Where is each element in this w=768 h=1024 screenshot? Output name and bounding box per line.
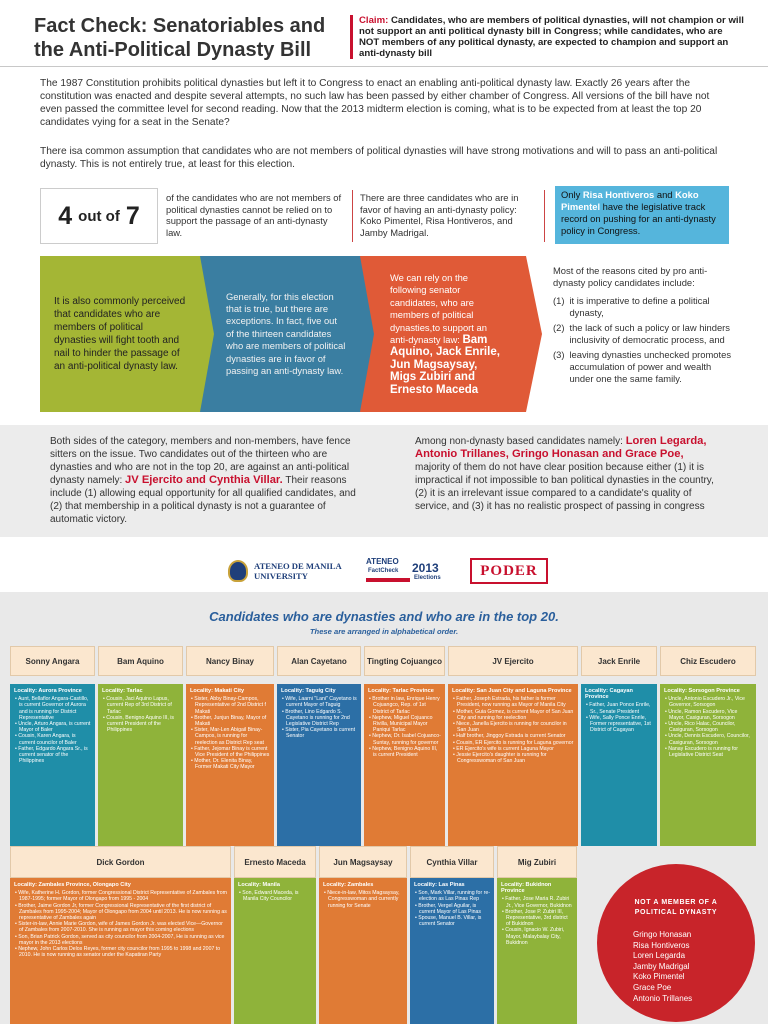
candidate-relatives-card [410, 878, 494, 1024]
stat-divider [352, 190, 353, 242]
fence-sitters-section [0, 425, 768, 537]
relative-entry: • Uncle, Rico Halac, Councilor, Casiguran, Sorsogon [665, 721, 736, 734]
non-dynasty-candidate: Grace Poe [633, 982, 672, 992]
poder-logo: PODER [470, 558, 548, 584]
band-arrow-2 [360, 256, 374, 412]
koko-pimentel-name: Koko Pimentel [561, 189, 699, 212]
candidate-name-tab: Nancy Binay [186, 646, 274, 676]
candidate-name-tab: Jack Enrile [581, 646, 657, 676]
relative-entry: • Wife, Sally Ponce Enrile, Former representative, 1st District of Cagayan [586, 714, 651, 734]
relative-entry: • Brother, Lino Edgardo S. Cayetano is running for 2nd Legislative District Rep [282, 708, 350, 728]
candidate-locality: Locality: Cagayan Province [585, 688, 633, 701]
relative-entry: • Niece-in-law, Mitos Magsaysay, Congresswoman and currently running for Senate [324, 890, 400, 909]
fence-left-text: Both sides of the category, members and non-members, have fence sitters on the issue. Two candidates out of the thirteen who are dynasties and who are not in the top 20, are against an anti-political dynasty namely: JV Ejercito and Cynthia Villar. Their reasons include (1) allowing equal opportunity for all qualified candidates, and (2) that membership in a political dynasty is not a guarantee of automatic victory. [50, 436, 356, 525]
candidate-name-tab: Alan Cayetano [277, 646, 361, 676]
intro-paragraph-1: The 1987 Constitution prohibits political dynasties but left it to Congress to enact an enabling anti-political dynasty law. Exactly 26 years after the constitution was enacted and despite several attempts, no such law has been passed by either chamber of Congress. All versions of the bill have not even passed the committee level for second reading. Now that the 2013 midterm election is coming, what is to be expected from at least the top 20 candidates vying for a seat in the Senate? [40, 78, 710, 128]
reasons-list [553, 265, 735, 385]
factcheck-flag-icon [366, 578, 410, 582]
relative-entry: • ER Ejercito's wife is current Laguna Mayor [453, 745, 554, 752]
relative-entry: • Uncle, Ramon Escudero, Vice Mayor, Casiguran, Sorsogon [665, 708, 738, 721]
candidate-relatives-card [581, 684, 657, 846]
reason-item: (1) it is imperative to define a political dynasty, [553, 295, 710, 318]
relative-entry: • Mother, Dr. Elenita Binay, Former Makati City Mayor [191, 758, 255, 771]
relative-entry: • Sister, Pia Cayetano is current Senator [282, 727, 356, 740]
reliable-candidate-names: Bam Aquino, Jack Enrile, Jun Magsaysay, Migs Zubiri and Ernesto Maceda [390, 334, 500, 396]
non-dynasty-candidate: Loren Legarda [633, 951, 686, 961]
relative-entry: • Uncle, Arturo Angara, is current Mayor of Baler [15, 721, 91, 734]
relative-entry: • Sister, Mar-Len Abigail Binay-Campos, is running for reelection as District Rep seat [191, 727, 264, 746]
candidate-locality: Locality: Tarlac Province [368, 688, 434, 694]
intro-paragraph-2: There isa common assumption that candidates who are not members of political dynasties will have strong motivations and will to pass an anti-political dynasty. This is not entirely true, at least for this election. [40, 146, 718, 170]
four-out-of-seven-stat [40, 188, 158, 244]
reason-item: (3) leaving dynasties unchecked promotes accumulation of power and wealth under one the same family. [553, 349, 732, 384]
non-dynasty-title: NOT A MEMBER OF A POLITICAL DYNASTY [634, 899, 718, 916]
candidate-relatives-card [277, 684, 361, 846]
candidate-relatives-card [660, 684, 756, 846]
candidate-name-tab: JV Ejercito [448, 646, 578, 676]
three-candidates-text: There are three candidates who are in favor of having an anti-dynasty policy: Koko Pimentel, Risa Hontiveros, and Jamby Madrigal. [360, 192, 519, 238]
relative-entry: • Cousin, Ignacio W. Zubiri, Mayor, Malaybalay City, Bukidnon [502, 927, 565, 946]
relative-entry: • Father, Jose Maria R. Zubiri Jr., Vice Governor, Bukidnon [502, 896, 572, 909]
claim-box [350, 15, 745, 59]
header-divider [0, 66, 768, 67]
non-dynasty-candidate: Gringo Honasan [633, 930, 692, 939]
candidate-name-tab: Cynthia Villar [410, 846, 494, 878]
fence-right-text: Among non-dynasty based candidates namely: Loren Legarda, Antonio Trillanes, Gringo Honasan and Grace Poe, majority of them do not have clear position because either (1) it is impractical if not impossible to ban political dynasties in the country,(2) it is an irrelevant issue compared to a candidate's quality of service, and (3) it has no realistic prospect of passing in congress [415, 435, 714, 512]
relative-entry: • Father, Joseph Estrada, his father is former President, now running as Mayor of Manila City [453, 696, 566, 709]
candidate-locality: Locality: Aurora Province [14, 688, 82, 694]
relative-entry: • Aunt, Bellaflor Angara-Castillo, is current Governor of Aurora and is running for District Representative [15, 696, 89, 721]
claim-text: Candidates, who are members of political dynasties, will not champion or will not support an anti political dynasty bill in Congress; while candidates, who are NOT members of any political dynasty, are expected to champion and support an anti-dynasty bill [359, 15, 744, 59]
candidate-name-tab: Dick Gordon [10, 846, 231, 878]
stat-description: of the candidates who are not members of political dynasties cannot be relied on to support the passage of an anti-dynasty law. [166, 192, 342, 238]
candidate-relatives-card [186, 684, 274, 846]
candidate-locality: Locality: Zambales [323, 882, 374, 888]
non-dynasty-circle [597, 864, 755, 1022]
relative-entry: • Cousin, Karen Angara, is current councilor of Baler [15, 733, 77, 746]
relative-entry: • Brother, Jose P. Zubiri III, Representative, 3rd district of Bukidnon [502, 908, 568, 928]
logo-strip [0, 548, 768, 592]
exceptions-band: Generally, for this election that is true, but there are exceptions. In fact, five out of the thirteen candidates who are members of political dynasties are in favor of passing an anti-dynasty law. [200, 256, 360, 412]
relative-entry: • Wife, Laarni "Lani" Cayetano is current Mayor of Taguig [282, 696, 357, 709]
relative-entry: • Uncle, Antonio Escudero Jr., Vice Governor, Sorsogon [665, 696, 745, 709]
stat-denominator: 7 [125, 201, 140, 230]
relative-entry: • Son, Brian Patrick Gordon, served as city councilor from 2004-2007, He is running as vice mayor in the 2013 elections [15, 933, 225, 946]
candidate-relatives-card [10, 684, 95, 846]
band-arrow-1 [200, 256, 214, 412]
dynasty-table-subtitle: These are arranged in alphabetical order. [309, 627, 459, 636]
non-dynasty-candidate: Koko Pimentel [633, 972, 685, 982]
candidate-relatives-card [448, 684, 578, 846]
relative-entry: • Niece, Janella Ejercito is running for councilor in San Juan [453, 721, 567, 734]
candidate-locality: Locality: Tarlac [102, 688, 143, 694]
candidate-relatives-card [10, 878, 231, 1024]
candidate-name-tab: Jun Magsaysay [319, 846, 407, 878]
candidate-locality: Locality: Bukidnon Province [501, 882, 552, 895]
candidate-relatives-card [98, 684, 183, 846]
relative-entry: • Brother, Junjun Binay, Mayor of Makati [191, 714, 267, 728]
candidate-locality: Locality: Makati City [190, 688, 245, 694]
relative-entry: • Nephew, Dr. Isabel Cojuanco-Suntay, running for governor [369, 733, 441, 746]
relative-entry: • Nephew, Benigno Aquino III, is current President [369, 745, 438, 759]
perception-band: It is also commonly perceived that candidates who are members of political dynasties will fight tooth and nail to hinder the passage of an anti-political dynasty law. [40, 256, 200, 412]
claim-label: Claim: [359, 15, 389, 26]
stat-numerator: 4 [58, 201, 73, 230]
candidate-name-tab: Sonny Angara [10, 646, 95, 676]
unclear-candidates: Loren Legarda, Antonio Trillanes, Gringo Honasan and Grace Poe, [415, 435, 707, 460]
relative-entry: • Brother, Jaime Gordon Jr, former Congressional Representative of the first district of Zambales from 1995-2004; Mayor of Olongapo from 2004 until 2013. He is now running as representative of Zambales again [15, 902, 227, 922]
relative-entry: • Cousin, Jaci Aquino Lapus, current Rep of 3rd District of Tarlac [103, 696, 172, 715]
candidate-locality: Locality: Zambales Province, Olongapo City [14, 882, 131, 888]
candidate-relatives-card [364, 684, 445, 846]
candidate-locality: Locality: Las Pinas [414, 882, 465, 888]
relative-entry: • Jessie Ejercito's daughter is running for Congresswoman of San Juan [453, 752, 547, 765]
relative-entry: • Half brother, Jinggoy Estrada is current Senator [453, 733, 566, 740]
ateneo-seal-icon [228, 560, 248, 582]
risa-hontiveros-name: Risa Hontiveros [582, 189, 655, 200]
relative-entry: • Son, Mark Villar, running for re-election as Las Pinas Rep [415, 890, 490, 903]
relative-entry: • Cousin, Benigno Aquino III, is current President of the Philippines [103, 714, 175, 734]
non-dynasty-candidate: Jamby Madrigal [633, 961, 690, 971]
reason-item: (2) the lack of such a policy or law hinders inclusivity of democratic process, and [553, 322, 730, 345]
stat-out-of: out of [78, 207, 120, 225]
non-dynasty-list [633, 930, 692, 1004]
non-dynasty-candidate: Risa Hontiveros [633, 940, 690, 950]
candidate-name-tab: Bam Aquino [98, 646, 183, 676]
candidate-locality: Locality: Manila [238, 882, 280, 888]
relative-entry: • Father, Jejomar Binay is current Vice President of the Philippines [191, 745, 270, 759]
candidate-locality: Locality: Taguig City [281, 688, 336, 694]
dynasty-table-title: Candidates who are dynasties and who are in the top 20. [209, 609, 559, 624]
candidate-name-tab: Chiz Escudero [660, 646, 756, 676]
candidate-name-tab: Tingting Cojuangco [364, 646, 445, 676]
relative-entry: • Son, Edward Maceda, is Manila City Councilor [239, 890, 299, 903]
relative-entry: • Uncle, Dennis Escudero, Councilor, Casiguran, Sorsogon [665, 733, 750, 746]
relative-entry: • Father, Edgardo Angara Sr., is current senator of the Philippines [15, 745, 88, 765]
relative-entry: • Cousin, ER Ejercito is running for Laguna governor [453, 739, 574, 746]
stat-divider-2 [544, 190, 545, 242]
relative-entry: • Nephew, Miguel Cojuanco Rivilla, Municipal Mayor Paniqui Tarlac [369, 714, 433, 734]
candidate-locality: Locality: Sorsogon Province [664, 688, 740, 694]
candidate-locality: Locality: San Juan City and Laguna Province [452, 688, 572, 694]
against-candidates: JV Ejercito and Cynthia Villar. [125, 474, 283, 486]
non-dynasty-candidate: Antonio Trillanes [633, 993, 693, 1003]
factcheck-logo: ATENEO FactCheck 2013 Elections [366, 557, 441, 581]
relative-entry: • Father, Juan Ponce Enrile, Sr., Senate President [586, 702, 651, 715]
relative-entry: • Nephew, John Carlos Delos Reyes, former city councilor from 1995 to 1998 and 2007 to 2010. He is now running as senator under the Kapatiran Party [15, 946, 221, 959]
relative-entry: • Brother in law, Enrique Henry Cojuangco, Rep. of 1st District of Tarlac [369, 696, 440, 715]
page-title: Fact Check: Senatoriables and the Anti-Political Dynasty Bill [34, 15, 326, 61]
candidate-name-tab: Ernesto Maceda [234, 846, 316, 878]
relative-entry: • Sister-in-law, Annie Marie Gordon, wife of James Gordon Jr. was elected Vice—Governor of Zambales from 2007-2010. She is running as mayor this coming elections [15, 921, 223, 934]
relative-entry: • Wife, Katherine H. Gordon, former Congressional District Representative of Zambales from 1987-1995; former Mayor of Olongapo from 1995 - 2004 [15, 890, 227, 903]
candidate-relatives-card [319, 878, 407, 1024]
candidate-relatives-card [497, 878, 577, 1024]
relative-entry: • Mother, Guia Gomez, is current Mayor of San Juan City and running for reelection [453, 708, 574, 721]
relative-entry: • Sister, Abby Binay-Campos, Representative of 2nd District f Makati [191, 696, 266, 715]
candidate-name-tab: Mig Zubiri [497, 846, 577, 878]
ateneo-logo: ATENEO DE MANILA UNIVERSITY [254, 561, 342, 581]
relative-entry: • Brother, Vergel Aguilar, is current Mayor of Las Pinas [415, 902, 481, 915]
relative-entry: • Spouse, Manuel B. Villar, is current Senator [415, 915, 482, 928]
relative-entry: • Nanay Escudero is running for Legislative District Seat [665, 745, 739, 759]
reliable-candidates-band: We can rely on the following senator candidates, who are members of political dynasties,to support an anti-dynasty law: Bam Aquino, Jack Enrile, Jun Magsaysay, Migs Zubiri and Ernesto Maceda [360, 256, 526, 412]
candidate-relatives-card [234, 878, 316, 1024]
reasons-intro: Most of the reasons cited by pro anti-dynasty policy candidates include: [553, 265, 708, 288]
legislative-record-box: Only Risa Hontiveros and Koko Pimentel have the legislative track record on pushing for an anti-dynasty policy in Congress. [555, 186, 729, 244]
band-arrow-3 [526, 256, 542, 412]
